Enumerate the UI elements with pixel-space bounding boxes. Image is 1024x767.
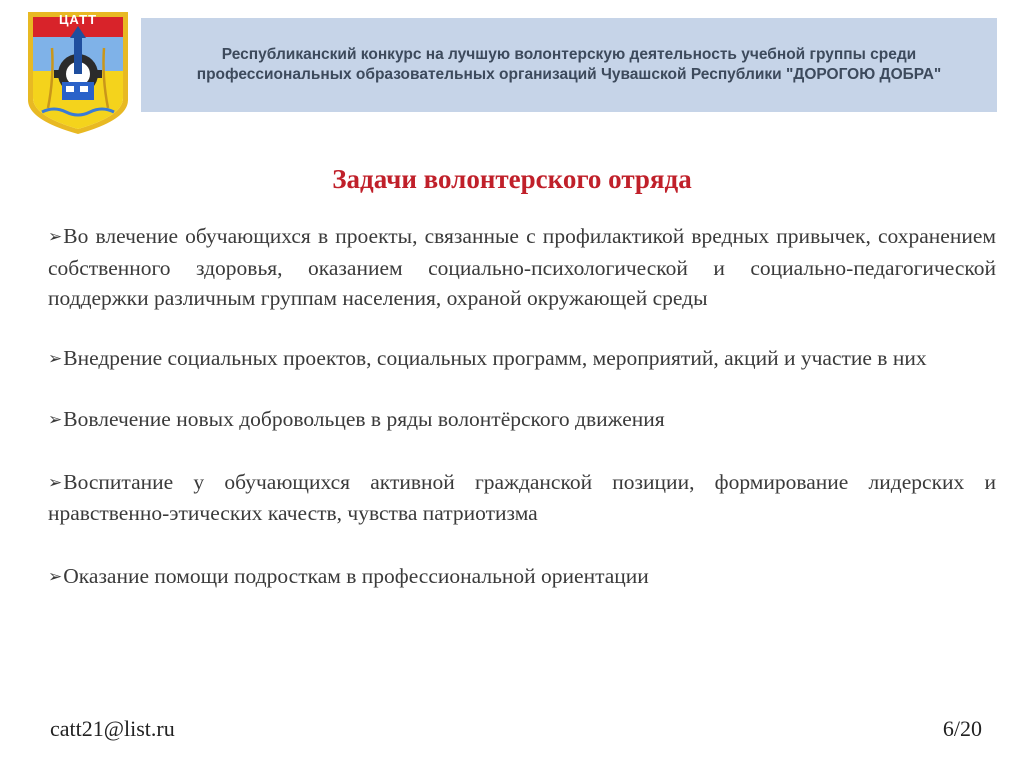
task-list <box>48 221 996 592</box>
task-item <box>48 561 996 593</box>
header-line-2: профессиональных образовательных организаций Чувашской Республики "ДОРОГОЮ ДОБРА" <box>196 66 942 83</box>
slide-title: Задачи волонтерского отряда <box>332 164 692 194</box>
arrow-bullet-icon: ➢ <box>48 348 63 368</box>
task-text: Воспитание у обучающихся активной гражданской позиции, формирование лидерских и нравственно-этических качеств, чувства патриотизма <box>48 469 996 525</box>
task-text: Во влечение обучающихся в проекты, связанные с профилактикой вредных привычек, сохранением собственного здоровья, оказанием социально-психологической и социально-педагогической поддержки различным группам населения, охраной окружающей среды <box>48 224 996 310</box>
header-banner <box>141 18 997 112</box>
task-item <box>48 467 996 529</box>
arrow-bullet-icon: ➢ <box>48 566 63 586</box>
header-line-1: Республиканский конкурс на лучшую волонтерскую деятельность учебной группы среди <box>221 46 917 63</box>
task-item <box>48 343 996 375</box>
task-text: Внедрение социальных проектов, социальных программ, мероприятий, акций и участие в них <box>63 345 927 370</box>
catt-emblem-logo <box>24 8 132 138</box>
arrow-bullet-icon: ➢ <box>48 472 63 492</box>
task-item <box>48 404 996 436</box>
task-item <box>48 221 996 314</box>
logo-text: ЦАТТ <box>58 12 98 27</box>
footer-email: catt21@list.ru <box>50 716 175 741</box>
page-number: 6/20 <box>942 716 982 741</box>
arrow-bullet-icon: ➢ <box>48 227 63 246</box>
task-text: Оказание помощи подросткам в профессиональной ориентации <box>63 563 649 588</box>
arrow-bullet-icon: ➢ <box>48 410 63 429</box>
task-text: Вовлечение новых добровольцев в ряды волонтёрского движения <box>63 407 665 431</box>
